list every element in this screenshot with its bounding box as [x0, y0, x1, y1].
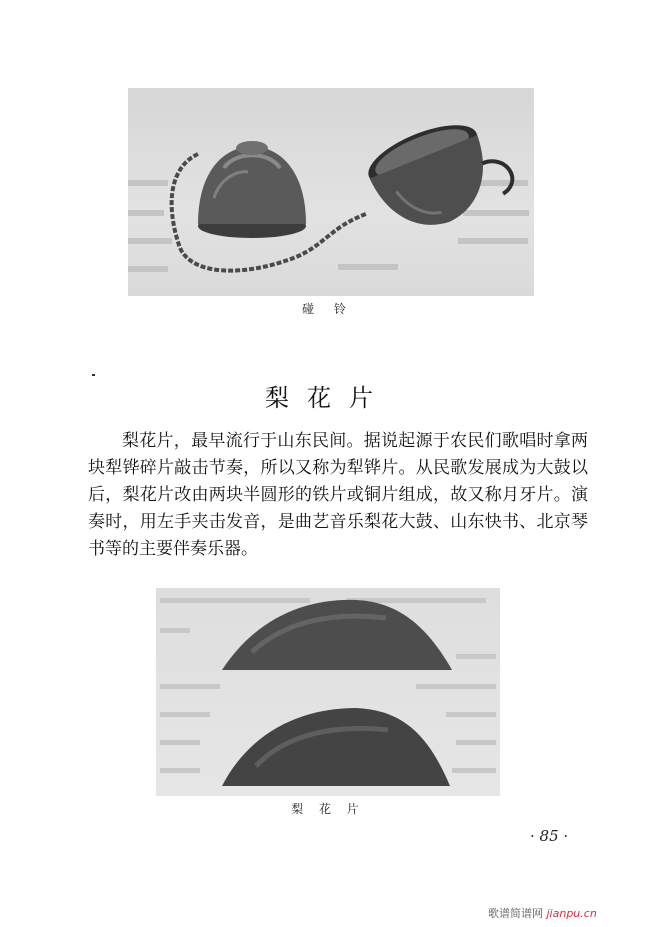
body-paragraph: 梨花片，最早流行于山东民间。据说起源于农民们歌唱时拿两块犁铧碎片敲击节奏，所以又称为犁铧片。从民歌发展成为大鼓以后，梨花片改由两块半圆形的铁片或铜片组成，故又称月牙片。演奏时，用左手夹击发音，是曲艺音乐梨花大鼓、山东快书、北京琴书等的主要伴奏乐器。	[88, 431, 588, 559]
body-paragraph-container	[88, 428, 588, 563]
section-title: 梨花片	[265, 384, 391, 412]
stray-mark	[92, 374, 95, 376]
pengling-photo	[128, 88, 534, 296]
left-bell	[198, 141, 306, 238]
right-bell	[361, 106, 520, 243]
upper-plate	[222, 600, 452, 670]
watermark	[488, 905, 597, 921]
watermark-site-name: 歌谱简谱网	[488, 907, 543, 920]
bottom-figure-caption: 梨 花 片	[291, 802, 365, 816]
lihuapian-photo	[156, 588, 500, 796]
watermark-url: jianpu.cn	[546, 907, 597, 920]
lower-plate	[222, 708, 450, 786]
lihuapian-plates-illustration	[156, 588, 500, 796]
page-number: · 85 ·	[530, 827, 569, 845]
pengling-bells-illustration	[128, 88, 534, 296]
top-figure-caption: 碰 铃	[302, 302, 354, 316]
